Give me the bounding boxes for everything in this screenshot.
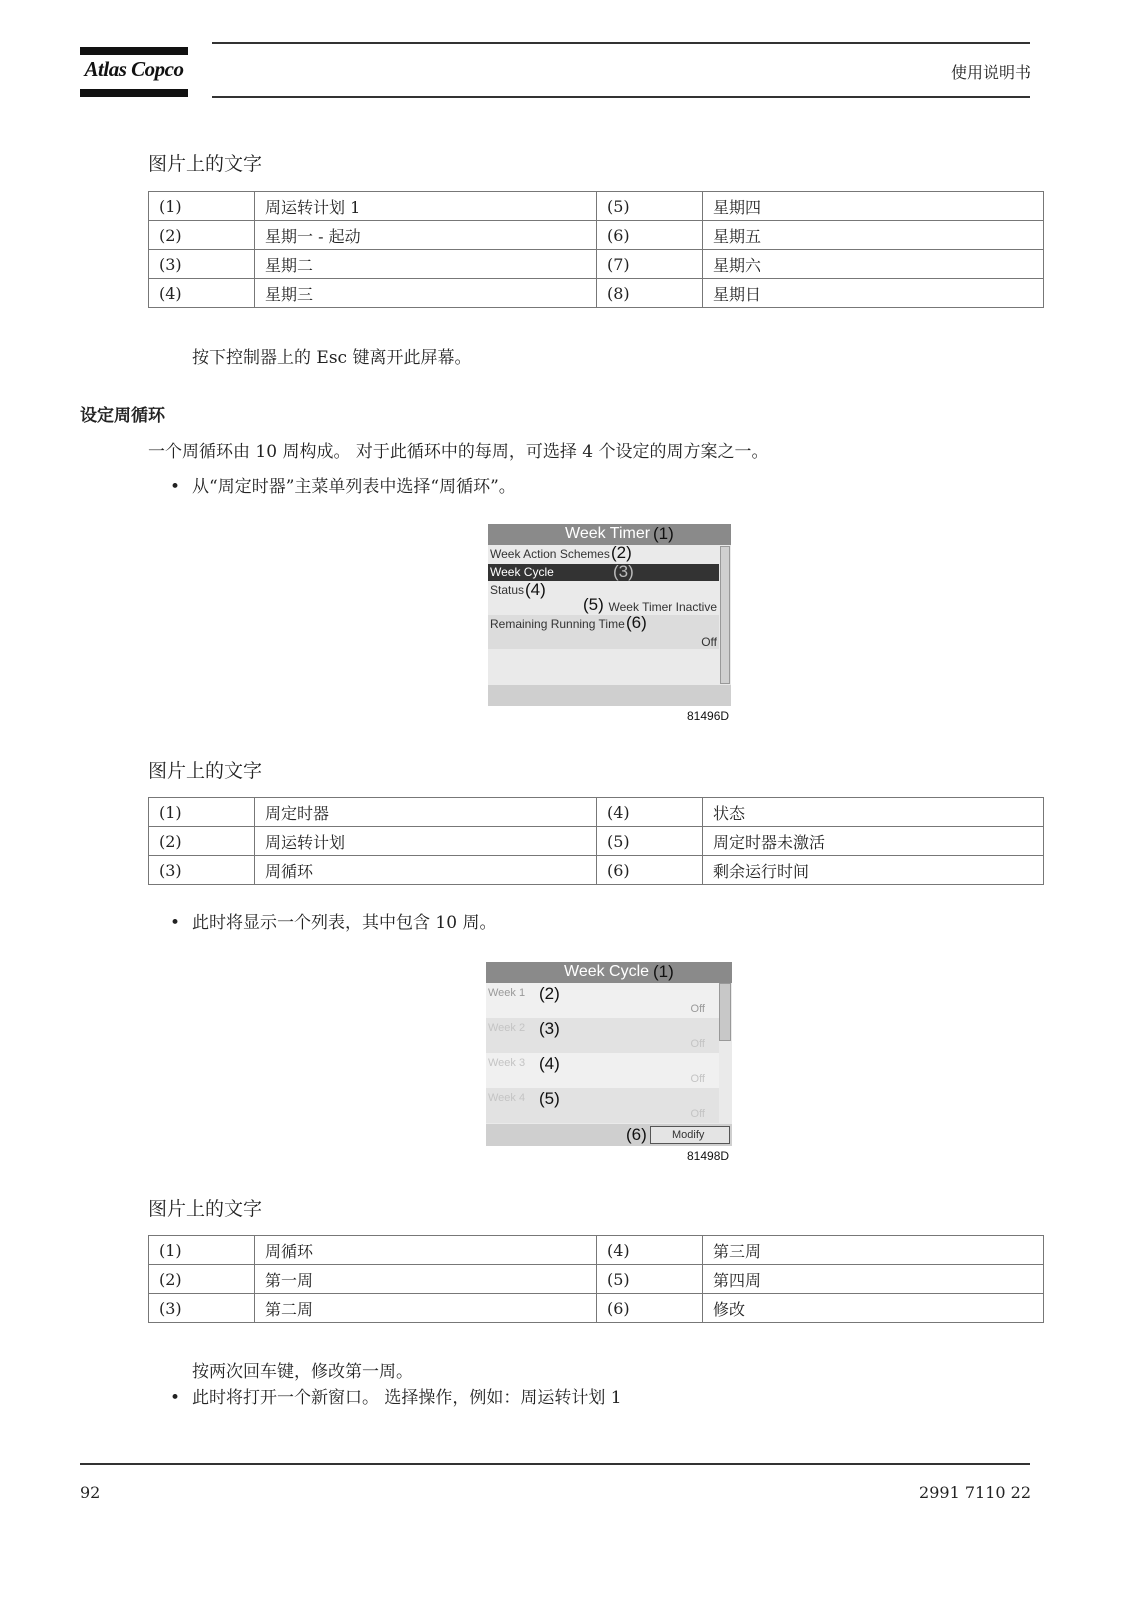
- document-type: 使用说明书: [950, 63, 1031, 82]
- bullet-text: 此时将显示一个列表，其中包含 10 周。: [192, 913, 497, 933]
- week-timer-screen: [488, 524, 731, 706]
- bullet-text: 从“周定时器”主菜单列表中选择“周循环”。: [192, 477, 516, 497]
- menu-item-week-action-schemes[interactable]: Week Action Schemes: [490, 547, 610, 561]
- legend-text: 第三周: [703, 1236, 1044, 1265]
- legend-number: (1): [149, 798, 255, 827]
- week-row-4[interactable]: [486, 1088, 719, 1123]
- legend-text: 第四周: [703, 1265, 1044, 1294]
- legend-number: (3): [149, 856, 255, 885]
- legend-text: 星期六: [703, 250, 1044, 279]
- legend-row: [149, 856, 1044, 885]
- legend-number: (7): [597, 250, 703, 279]
- caption-text-in-figure-3: 图片上的文字: [148, 1198, 263, 1220]
- bullet-icon: •: [170, 913, 181, 933]
- screen-footer-bar: [488, 685, 731, 706]
- legend-number: (3): [149, 250, 255, 279]
- screen-footer-bar: [486, 1124, 732, 1146]
- legend-table-1: [148, 191, 1044, 308]
- legend-text: 修改: [703, 1294, 1044, 1323]
- legend-text: 星期三: [255, 279, 597, 308]
- bullet-icon: •: [170, 477, 181, 497]
- footer-rule: [80, 1463, 1030, 1465]
- legend-number: (6): [597, 856, 703, 885]
- figure-id-2: 81498D: [687, 1149, 730, 1163]
- menu-item-remaining-running-time[interactable]: Remaining Running Time: [490, 617, 625, 631]
- header-rule-top: [212, 42, 1030, 44]
- legend-number: (1): [149, 192, 255, 221]
- bullet-new-window: [170, 1383, 622, 1408]
- bullet-select-week-cycle: [170, 472, 516, 497]
- callout-5: (5): [539, 1089, 560, 1108]
- callout-2: (2): [539, 984, 560, 1003]
- legend-row: [149, 192, 1044, 221]
- caption-text-in-figure-2: 图片上的文字: [148, 760, 263, 782]
- week-label: Week 3: [488, 1057, 526, 1069]
- week-value: Off: [690, 1108, 705, 1120]
- callout-4: (4): [525, 580, 546, 599]
- legend-text: 第二周: [255, 1294, 597, 1323]
- legend-number: (5): [597, 1265, 703, 1294]
- legend-row: [149, 1236, 1044, 1265]
- screen-title: Week Cycle: [564, 963, 650, 980]
- legend-row: [149, 1294, 1044, 1323]
- week-value: Off: [690, 1003, 705, 1015]
- week-row-1[interactable]: [486, 983, 719, 1018]
- header-rule-bottom: [212, 96, 1030, 98]
- scrollbar[interactable]: [719, 983, 731, 1041]
- legend-number: (2): [149, 1265, 255, 1294]
- legend-text: 星期四: [703, 192, 1044, 221]
- legend-number: (2): [149, 827, 255, 856]
- legend-number: (5): [597, 827, 703, 856]
- legend-number: (6): [597, 1294, 703, 1323]
- legend-number: (2): [149, 221, 255, 250]
- bullet-text: 此时将打开一个新窗口。 选择操作，例如：周运转计划 1: [192, 1388, 622, 1408]
- legend-text: 第一周: [255, 1265, 597, 1294]
- callout-6: (6): [626, 1125, 647, 1144]
- legend-number: (3): [149, 1294, 255, 1323]
- figure-id-1: 81496D: [687, 709, 730, 723]
- legend-number: (1): [149, 1236, 255, 1265]
- callout-5: (5): [583, 595, 604, 614]
- legend-text: 周循环: [255, 1236, 597, 1265]
- modify-button[interactable]: Modify: [650, 1126, 730, 1144]
- callout-6: (6): [626, 613, 647, 632]
- callout-1: (1): [653, 962, 674, 981]
- menu-item-label: Week Cycle: [490, 565, 554, 579]
- week-label: Week 2: [488, 1022, 526, 1034]
- logo-text: Atlas Copco: [84, 57, 184, 81]
- legend-row: [149, 1265, 1044, 1294]
- week-cycle-screen: [486, 962, 732, 1146]
- scrollbar[interactable]: [720, 546, 730, 684]
- callout-1: (1): [653, 524, 674, 543]
- week-label: Week 1: [488, 987, 526, 999]
- legend-text: 周定时器未激活: [703, 827, 1044, 856]
- legend-row: [149, 827, 1044, 856]
- legend-row: [149, 798, 1044, 827]
- logo-bar-bottom: [80, 89, 188, 97]
- week-value: Off: [690, 1073, 705, 1085]
- intro-paragraph: 一个周循环由 10 周构成。 对于此循环中的每周，可选择 4 个设定的周方案之一。: [148, 442, 769, 462]
- logo-bar-top: [80, 47, 188, 55]
- legend-text: 星期日: [703, 279, 1044, 308]
- week-value: Off: [690, 1038, 705, 1050]
- legend-table-3: [148, 1235, 1044, 1323]
- legend-number: (4): [149, 279, 255, 308]
- legend-text: 周循环: [255, 856, 597, 885]
- legend-text: 星期一 - 起动: [255, 221, 597, 250]
- screen-title: Week Timer: [565, 525, 651, 542]
- callout-3: (3): [613, 562, 634, 581]
- week-label: Week 4: [488, 1092, 526, 1104]
- esc-note: 按下控制器上的 Esc 键离开此屏幕。: [192, 348, 472, 368]
- menu-item-status[interactable]: Status: [490, 583, 525, 597]
- legend-row: [149, 279, 1044, 308]
- legend-row: [149, 221, 1044, 250]
- enter-note: 按两次回车键，修改第一周。: [192, 1362, 413, 1382]
- callout-3: (3): [539, 1019, 560, 1038]
- legend-table-2: [148, 797, 1044, 885]
- legend-text: 周定时器: [255, 798, 597, 827]
- legend-text: 周运转计划: [255, 827, 597, 856]
- caption-text-in-figure: 图片上的文字: [148, 153, 263, 175]
- callout-2: (2): [611, 543, 632, 562]
- menu-item-week-cycle-selected[interactable]: [488, 564, 719, 581]
- section-heading: 设定周循环: [80, 406, 165, 426]
- legend-number: (4): [597, 798, 703, 827]
- legend-number: (6): [597, 221, 703, 250]
- status-value: Week Timer Inactive: [608, 600, 717, 614]
- legend-number: (8): [597, 279, 703, 308]
- legend-text: 状态: [703, 798, 1044, 827]
- screen-title-bar: [486, 962, 732, 983]
- legend-number: (4): [597, 1236, 703, 1265]
- week-row-2[interactable]: [486, 1018, 719, 1053]
- legend-text: 剩余运行时间: [703, 856, 1044, 885]
- legend-text: 星期五: [703, 221, 1044, 250]
- legend-row: [149, 250, 1044, 279]
- page-number: 92: [80, 1483, 101, 1502]
- legend-text: 星期二: [255, 250, 597, 279]
- week-row-3[interactable]: [486, 1053, 719, 1088]
- legend-number: (5): [597, 192, 703, 221]
- remaining-value: Off: [701, 635, 717, 649]
- legend-text: 周运转计划 1: [255, 192, 597, 221]
- bullet-icon: •: [170, 1388, 181, 1408]
- callout-4: (4): [539, 1054, 560, 1073]
- screen-title-bar: [488, 524, 731, 545]
- document-number: 2991 7110 22: [919, 1483, 1031, 1502]
- bullet-week-list: [170, 908, 496, 933]
